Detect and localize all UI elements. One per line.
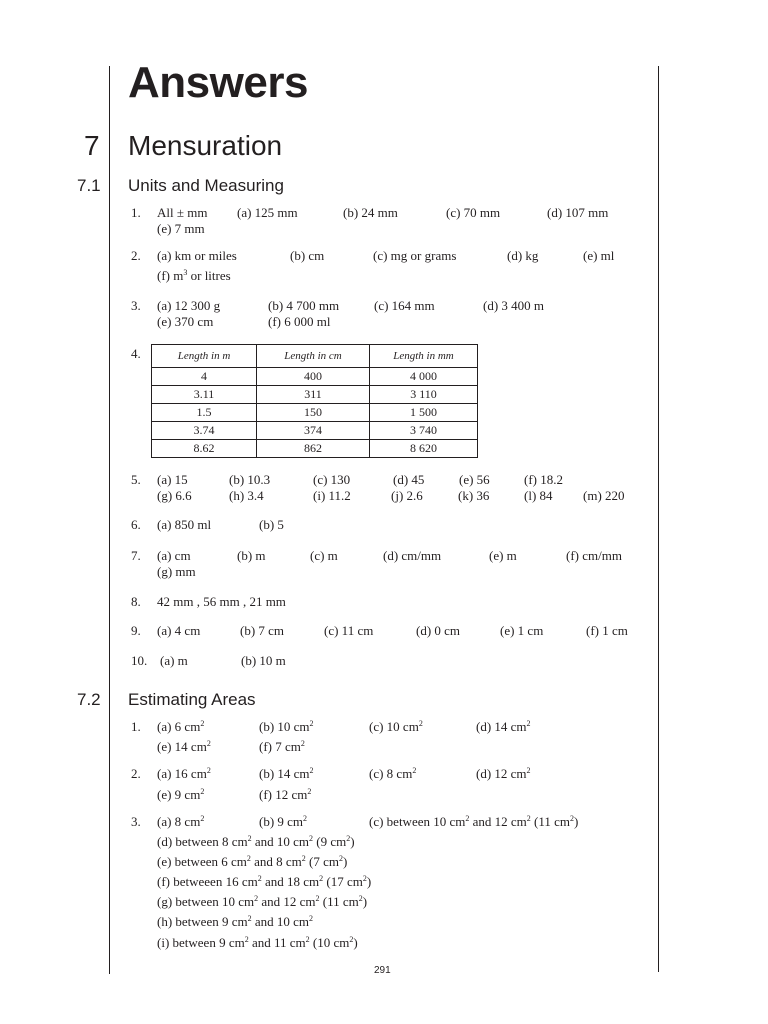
column-header: Length in m — [152, 345, 257, 368]
chapter-number: 7 — [84, 130, 100, 161]
question-number: 2. — [131, 248, 141, 263]
answer-part: (d) 0 cm — [416, 623, 461, 638]
section-title: Estimating Areas — [128, 690, 256, 709]
answer-part: All ± mm — [157, 205, 208, 220]
answer-part: (j) 2.6 — [391, 488, 423, 503]
answer-part: (d) 12 $cm^2$ — [476, 766, 531, 781]
answer-part: (g) 6.6 — [157, 488, 192, 503]
table-cell: 311 — [257, 386, 370, 404]
answer-part: (d) between 8 $cm^2$ and 10 $cm^2$ (9 $cm^2$) — [157, 834, 355, 849]
answer-part: (e) 7 mm — [157, 221, 205, 236]
answer-part: (c) m — [310, 548, 338, 563]
section-number: 7.1 — [77, 176, 101, 195]
table-cell: 3.11 — [152, 386, 257, 404]
answer-part: (a) 850 ml — [157, 517, 212, 532]
answer-part: (b) 7 cm — [240, 623, 285, 638]
table-cell: 1.5 — [152, 404, 257, 422]
answer-part: (a) 4 cm — [157, 623, 201, 638]
table-cell: 862 — [257, 440, 370, 458]
column-header: Length in cm — [257, 345, 370, 368]
table-cell: 8.62 — [152, 440, 257, 458]
answer-part: (e) 9 $cm^2$ — [157, 787, 205, 802]
answer-part: (i) between 9 $cm^2$ and 11 $cm^2$ (10 $cm^2$) — [157, 935, 358, 950]
answer-part: (d) 107 mm — [547, 205, 609, 220]
answer-part: (e) 14 $cm^2$ — [157, 739, 211, 754]
page-number: 291 — [374, 965, 391, 976]
answer-part: (e) between 6 $cm^2$ and 8 $cm^2$ (7 $cm^2$) — [157, 854, 348, 869]
question-number: 3. — [131, 298, 141, 313]
table-row — [152, 404, 478, 422]
answer-part: (a) 125 mm — [237, 205, 298, 220]
answer-part: (k) 36 — [458, 488, 490, 503]
answer-part: (h) 3.4 — [229, 488, 264, 503]
answer-part: (e) m — [489, 548, 517, 563]
question-number: 9. — [131, 623, 141, 638]
answer-part: (b) 4 700 mm — [268, 298, 340, 313]
section-number: 7.2 — [77, 690, 101, 709]
table-cell: 1 500 — [370, 404, 478, 422]
left-margin-rule — [109, 66, 110, 974]
table-cell: 3.74 — [152, 422, 257, 440]
length-conversion-table — [151, 344, 478, 458]
answer-part: (f) 12 $cm^2$ — [259, 787, 312, 802]
question-number: 8. — [131, 594, 141, 609]
answer-part: (b) 24 mm — [343, 205, 398, 220]
column-header: Length in mm — [370, 345, 478, 368]
question-number: 2. — [131, 766, 141, 781]
table-row — [152, 440, 478, 458]
table-cell: 400 — [257, 368, 370, 386]
answer-part: (c) between 10 $cm^2$ and 12 $cm^2$ (11 $cm^2$) — [369, 814, 579, 829]
question-number: 1. — [131, 205, 141, 220]
answer-part: (b) 14 $cm^2$ — [259, 766, 314, 781]
answer-part: (b) 5 — [259, 517, 284, 532]
table-cell: 4 000 — [370, 368, 478, 386]
answer-part: (h) between 9 $cm^2$ and 10 $cm^2$ — [157, 914, 314, 929]
answer-part: (e) 56 — [459, 472, 490, 487]
table-cell: 374 — [257, 422, 370, 440]
answer-part: (e) 1 cm — [500, 623, 544, 638]
table-row — [152, 368, 478, 386]
answer-part: (f) cm/mm — [566, 548, 622, 563]
answer-part: (d) kg — [507, 248, 539, 263]
answer-part: (f) 1 cm — [586, 623, 628, 638]
answer-part: (c) 164 mm — [374, 298, 435, 313]
answer-part: (a) km or miles — [157, 248, 237, 263]
section-title: Units and Measuring — [128, 176, 284, 195]
answer-part: (e) ml — [583, 248, 615, 263]
answer-part: (d) 45 — [393, 472, 425, 487]
answer-part: (c) 11 cm — [324, 623, 374, 638]
answer-part: (c) mg or grams — [373, 248, 457, 263]
answer-part: (b) 10 m — [241, 653, 286, 668]
answer-part: (b) 10 $cm^2$ — [259, 719, 314, 734]
question-number: 4. — [131, 346, 141, 361]
answer-part: (d) cm/mm — [383, 548, 442, 563]
answer-part: (b) cm — [290, 248, 325, 263]
question-number: 7. — [131, 548, 141, 563]
answer-part: (a) 8 $cm^2$ — [157, 814, 205, 829]
question-number: 10. — [131, 653, 148, 668]
answer-part: (c) 10 $cm^2$ — [369, 719, 423, 734]
table-header-row — [152, 345, 478, 368]
page-title: Answers — [128, 58, 308, 107]
answer-part: (a) 12 300 g — [157, 298, 221, 313]
answer-part: (m) 220 — [583, 488, 625, 503]
answer-part: (a) 15 — [157, 472, 188, 487]
answer-part: (c) 130 — [313, 472, 351, 487]
table-cell: 4 — [152, 368, 257, 386]
table-cell: 8 620 — [370, 440, 478, 458]
answer-part: (b) 9 $cm^2$ — [259, 814, 308, 829]
table-row — [152, 422, 478, 440]
answer-part: (l) 84 — [524, 488, 553, 503]
answer-part: (c) 8 $cm^2$ — [369, 766, 417, 781]
question-number: 5. — [131, 472, 141, 487]
answer-part: (f) $m^3$ or litres — [157, 268, 231, 283]
answer-part: (f) betweeen 16 $cm^2$ and 18 $cm^2$ (17 $cm^2$) — [157, 874, 372, 889]
answer-part: (a) m — [160, 653, 188, 668]
question-number: 3. — [131, 814, 141, 829]
table-cell: 3 740 — [370, 422, 478, 440]
answer-part: (a) 16 $cm^2$ — [157, 766, 211, 781]
answer-part: (c) 70 mm — [446, 205, 501, 220]
table-row — [152, 386, 478, 404]
table-cell: 150 — [257, 404, 370, 422]
question-number: 6. — [131, 517, 141, 532]
answer-part: (b) m — [237, 548, 266, 563]
chapter-title: Mensuration — [128, 130, 283, 161]
answer-part: (f) 7 $cm^2$ — [259, 739, 305, 754]
answer-part: 42 mm , 56 mm , 21 mm — [157, 594, 286, 609]
question-number: 1. — [131, 719, 141, 734]
answer-part: (e) 370 cm — [157, 314, 214, 329]
answer-part: (f) 18.2 — [524, 472, 563, 487]
answer-part: (d) 3 400 m — [483, 298, 545, 313]
answer-part: (a) 6 $cm^2$ — [157, 719, 205, 734]
answer-part: (i) 11.2 — [313, 488, 351, 503]
answer-part: (d) 14 $cm^2$ — [476, 719, 531, 734]
answer-part: (g) mm — [157, 564, 196, 579]
table-cell: 3 110 — [370, 386, 478, 404]
answer-part: (a) cm — [157, 548, 191, 563]
right-margin-rule — [658, 66, 659, 972]
answer-part: (b) 10.3 — [229, 472, 271, 487]
answer-part: (f) 6 000 ml — [268, 314, 331, 329]
answer-part: (g) between 10 $cm^2$ and 12 $cm^2$ (11 $cm^2$) — [157, 894, 368, 909]
